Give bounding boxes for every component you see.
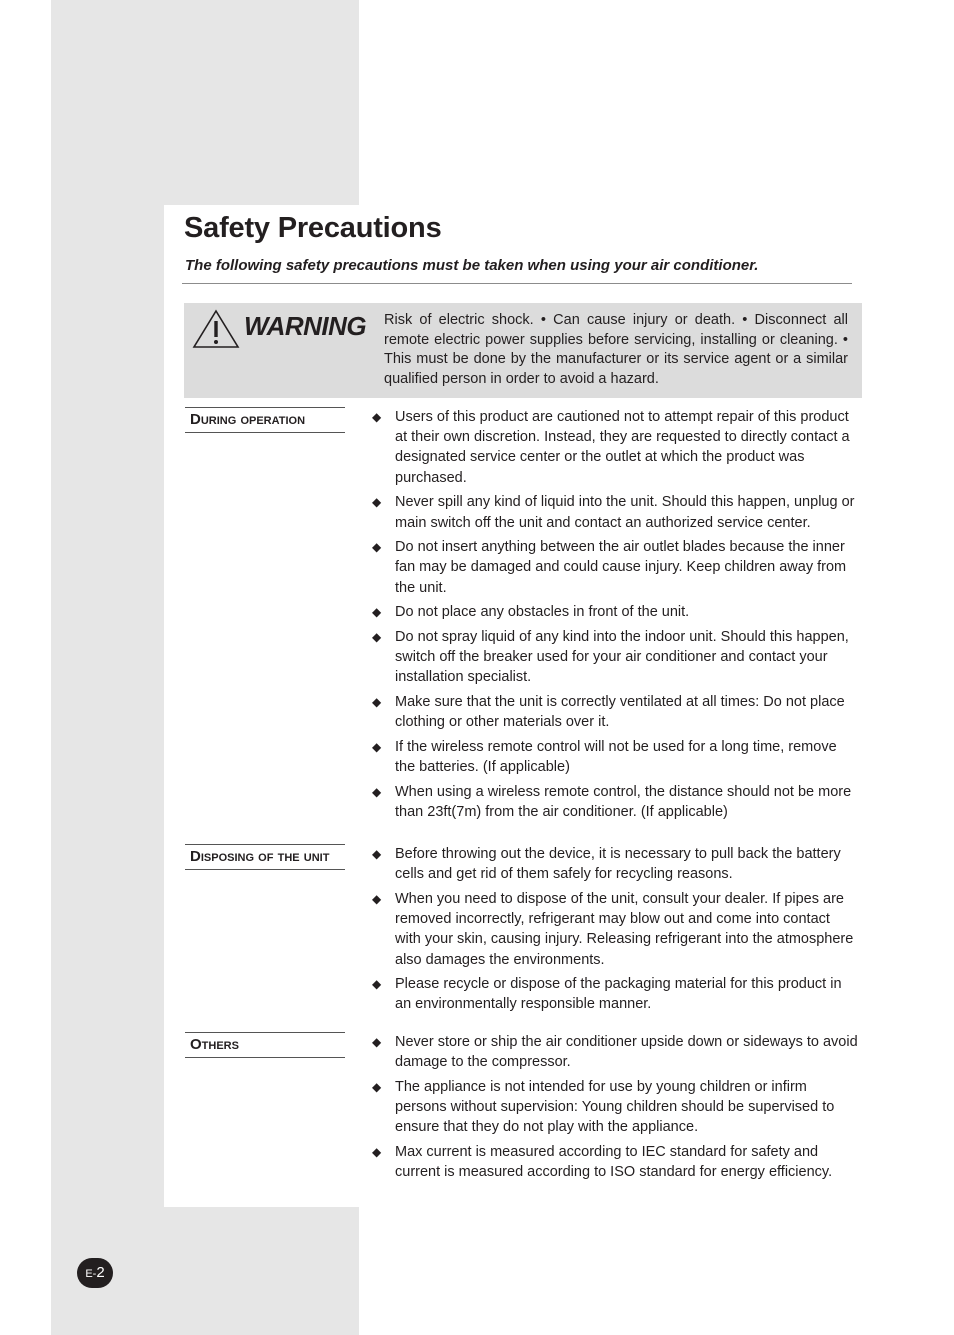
diamond-bullet-icon: ◆ <box>372 605 382 620</box>
list-item: ◆ The appliance is not intended for use by young children or infirm persons without supervision: Young children should be supervised to ensure that they do not play with the appliance. <box>372 1078 835 1136</box>
page-subtitle: The following safety precautions must be taken when using your air conditioner. <box>185 257 759 274</box>
diamond-bullet-icon: ◆ <box>372 1035 382 1049</box>
warning-text: Risk of electric shock. • Can cause injury or death. • Disconnect all remote electric power supplies before servicing, installing or cleaning. • This must be done by the manufacturer or its service agent or a similar qualified person in order to avoid a hazard. <box>384 312 848 387</box>
list-item: ◆ If the wireless remote control will not be used for a long time, remove the batteries. (If applicable) <box>372 739 837 776</box>
title-divider <box>182 283 852 284</box>
page-number-badge: E-2 <box>77 1258 113 1288</box>
list-item: ◆ Users of this product are cautioned not to attempt repair of this product at their own discretion. Instead, they are requested to directly contact a designated service center or the outlet at which the product was purchased. <box>372 409 850 486</box>
list-item: ◆ Do not spray liquid of any kind into the indoor unit. Should this happen, switch off the breaker used for your air conditioner and contact your installation specialist. <box>372 629 849 686</box>
warning-label: WARNING <box>244 311 367 341</box>
diamond-bullet-icon: ◆ <box>372 540 382 555</box>
bullet-list-disposing <box>372 844 858 1019</box>
list-item: ◆ Make sure that the unit is correctly ventilated at all times: Do not place clothing or other materials over it. <box>372 694 845 731</box>
diamond-bullet-icon: ◆ <box>372 695 382 710</box>
list-item: ◆ When using a wireless remote control, the distance should not be more than 23ft(7m) from the air conditioner. (If applicable) <box>372 783 852 821</box>
list-item: ◆ Never store or ship the air conditioner upside down or sideways to avoid damage to the compressor. <box>372 1034 858 1071</box>
list-item: ◆ Never spill any kind of liquid into the unit. Should this happen, unplug or main switch off the unit and contact an authorized service center. <box>372 494 855 531</box>
page-title: Safety Precautions <box>184 212 442 244</box>
diamond-bullet-icon: ◆ <box>372 847 382 861</box>
list-item: ◆ Do not place any obstacles in front of the unit. <box>372 604 690 621</box>
list-item: ◆ Before throwing out the device, it is necessary to pull back the battery cells and get rid of them safely for recycling reasons. <box>372 846 841 883</box>
diamond-bullet-icon: ◆ <box>372 1145 382 1160</box>
diamond-bullet-icon: ◆ <box>372 891 382 906</box>
diamond-bullet-icon: ◆ <box>372 495 382 510</box>
section-heading-disposing-of-the-unit: Disposing of the unit <box>185 844 345 870</box>
diamond-bullet-icon: ◆ <box>372 784 382 799</box>
list-item: ◆ Max current is measured according to IEC standard for safety and current is measured according to ISO standard for energy efficiency. <box>372 1144 833 1181</box>
diamond-bullet-icon: ◆ <box>372 1079 382 1094</box>
warning-box <box>184 303 862 398</box>
diamond-bullet-icon: ◆ <box>372 977 382 992</box>
bullet-list-others <box>372 1032 858 1187</box>
diamond-bullet-icon: ◆ <box>372 630 382 645</box>
diamond-bullet-icon: ◆ <box>372 740 382 755</box>
section-heading-during-operation: During operation <box>185 407 345 433</box>
section-heading-others: Others <box>185 1032 345 1058</box>
bullet-list-during-operation <box>372 407 858 827</box>
list-item: ◆ When you need to dispose of the unit, consult your dealer. If pipes are removed incorrectly, refrigerant may blow out and come into contact with your skin, causing injury. Releasing refrigerant into the atmosphere also damages the environments. <box>372 890 854 968</box>
diamond-bullet-icon: ◆ <box>372 410 382 424</box>
list-item: ◆ Please recycle or dispose of the packaging material for this product in an environmentally responsible manner. <box>372 976 842 1013</box>
list-item: ◆ Do not insert anything between the air outlet blades because the inner fan may be damaged and could cause injury. Keep children away from the unit. <box>372 539 847 596</box>
warning-triangle-icon <box>192 309 240 349</box>
